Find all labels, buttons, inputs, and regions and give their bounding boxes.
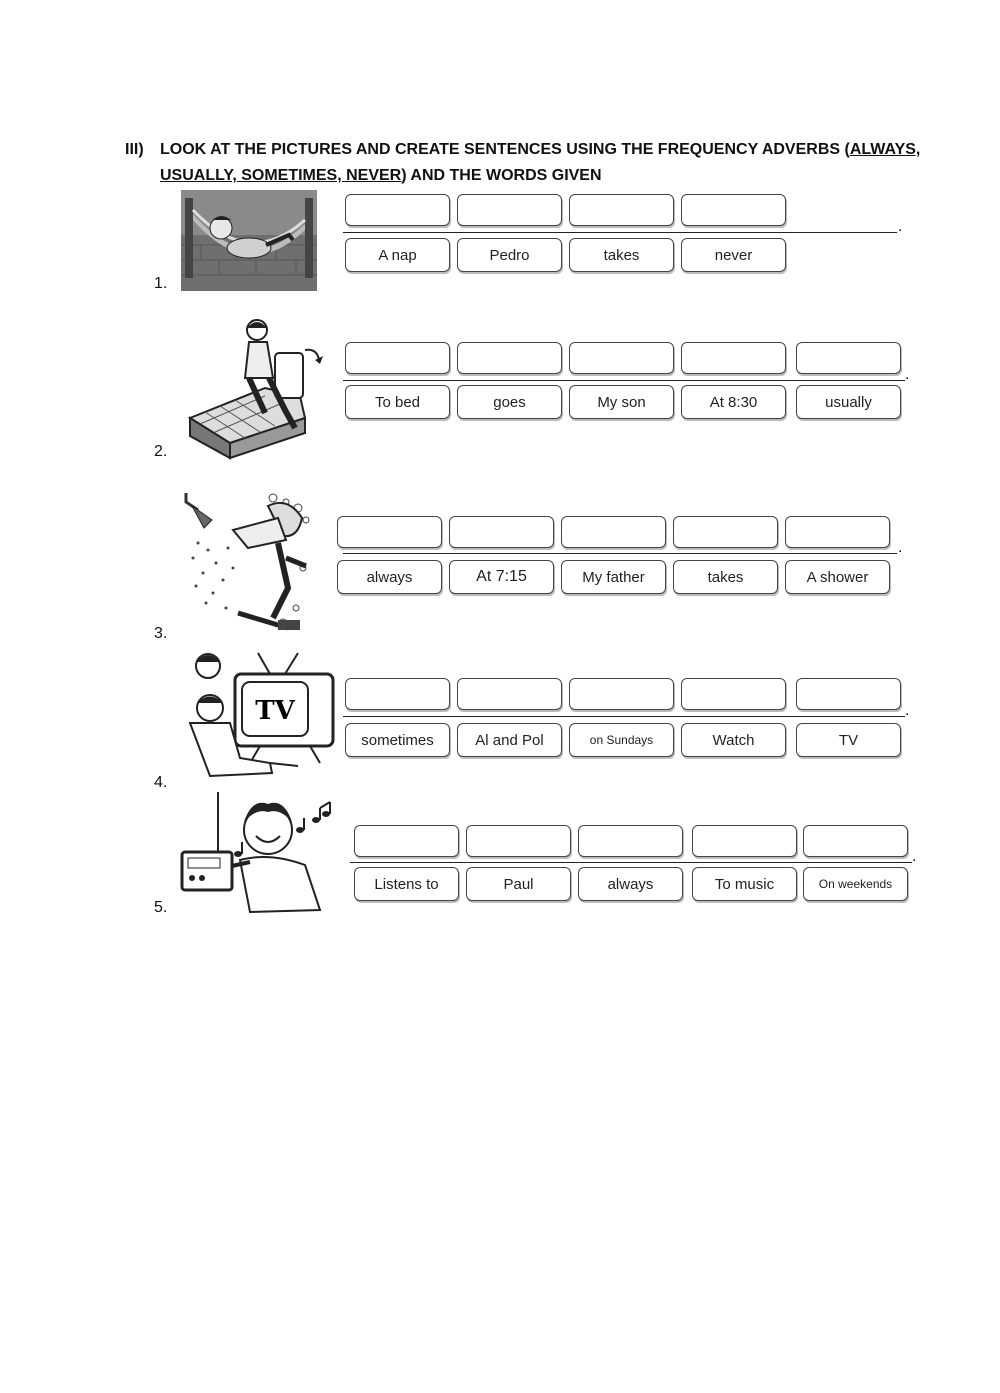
- answer-line: [343, 716, 905, 717]
- answer-box-2[interactable]: [457, 678, 562, 710]
- answer-box-1[interactable]: [345, 342, 450, 374]
- sentence-end: .: [912, 848, 917, 865]
- answer-box-3[interactable]: [569, 194, 674, 226]
- word-card[interactable]: Watch: [681, 723, 786, 757]
- sentence-end: .: [898, 539, 903, 556]
- word-card[interactable]: always: [578, 867, 683, 901]
- word-card[interactable]: A shower: [785, 560, 890, 594]
- word-card[interactable]: My father: [561, 560, 666, 594]
- answer-box-5[interactable]: [785, 516, 890, 548]
- word-card[interactable]: At 8:30: [681, 385, 786, 419]
- answer-box-2[interactable]: [457, 194, 562, 226]
- section-number: III): [125, 141, 144, 158]
- answer-box-4[interactable]: [673, 516, 778, 548]
- answer-box-1[interactable]: [337, 516, 442, 548]
- word-card[interactable]: never: [681, 238, 786, 272]
- word-card[interactable]: TV: [796, 723, 901, 757]
- word-card[interactable]: A nap: [345, 238, 450, 272]
- answer-box-1[interactable]: [354, 825, 459, 857]
- tv-screen-label: TV: [255, 696, 295, 726]
- word-card[interactable]: goes: [457, 385, 562, 419]
- couple-watching-tv-picture: [180, 648, 335, 783]
- answer-line: [343, 380, 905, 381]
- answer-box-3[interactable]: [569, 342, 674, 374]
- word-card[interactable]: always: [337, 560, 442, 594]
- word-card[interactable]: To bed: [345, 385, 450, 419]
- answer-box-4[interactable]: [681, 678, 786, 710]
- answer-box-3[interactable]: [561, 516, 666, 548]
- answer-box-3[interactable]: [578, 825, 683, 857]
- word-card[interactable]: Al and Pol: [457, 723, 562, 757]
- man-in-hammock-picture: [181, 190, 317, 291]
- answer-box-4[interactable]: [692, 825, 797, 857]
- exercise-number: 5.: [154, 899, 168, 916]
- answer-box-1[interactable]: [345, 678, 450, 710]
- boy-listening-to-radio-picture: [180, 790, 340, 915]
- answer-box-2[interactable]: [449, 516, 554, 548]
- boy-getting-into-bed-picture: [185, 318, 325, 460]
- word-card[interactable]: Paul: [466, 867, 571, 901]
- word-card[interactable]: To music: [692, 867, 797, 901]
- answer-line: [350, 862, 912, 863]
- answer-box-4[interactable]: [681, 342, 786, 374]
- answer-box-4[interactable]: [681, 194, 786, 226]
- sentence-end: .: [905, 702, 910, 719]
- instructions-line-1: LOOK AT THE PICTURES AND CREATE SENTENCES USING THE FREQUENCY ADVERBS (ALWAYS,: [160, 141, 921, 158]
- instructions-line-2: USUALLY, SOMETIMES, NEVER) AND THE WORDS GIVEN: [160, 167, 602, 184]
- word-card[interactable]: Listens to: [354, 867, 459, 901]
- sentence-end: .: [898, 218, 903, 235]
- answer-box-2[interactable]: [466, 825, 571, 857]
- word-card[interactable]: sometimes: [345, 723, 450, 757]
- word-card[interactable]: usually: [796, 385, 901, 419]
- word-card[interactable]: Pedro: [457, 238, 562, 272]
- word-card[interactable]: At 7:15: [449, 560, 554, 594]
- answer-box-5[interactable]: [803, 825, 908, 857]
- answer-box-5[interactable]: [796, 678, 901, 710]
- exercise-number: 1.: [154, 275, 168, 292]
- word-card[interactable]: My son: [569, 385, 674, 419]
- answer-line: [343, 232, 897, 233]
- answer-box-3[interactable]: [569, 678, 674, 710]
- exercise-number: 3.: [154, 625, 168, 642]
- answer-line: [343, 553, 897, 554]
- word-card[interactable]: takes: [569, 238, 674, 272]
- exercise-number: 4.: [154, 774, 168, 791]
- man-in-shower-picture: [178, 488, 318, 640]
- word-card[interactable]: on Sundays: [569, 723, 674, 757]
- answer-box-5[interactable]: [796, 342, 901, 374]
- word-card[interactable]: On weekends: [803, 867, 908, 901]
- answer-box-1[interactable]: [345, 194, 450, 226]
- answer-box-2[interactable]: [457, 342, 562, 374]
- sentence-end: .: [905, 366, 910, 383]
- word-card[interactable]: takes: [673, 560, 778, 594]
- exercise-number: 2.: [154, 443, 168, 460]
